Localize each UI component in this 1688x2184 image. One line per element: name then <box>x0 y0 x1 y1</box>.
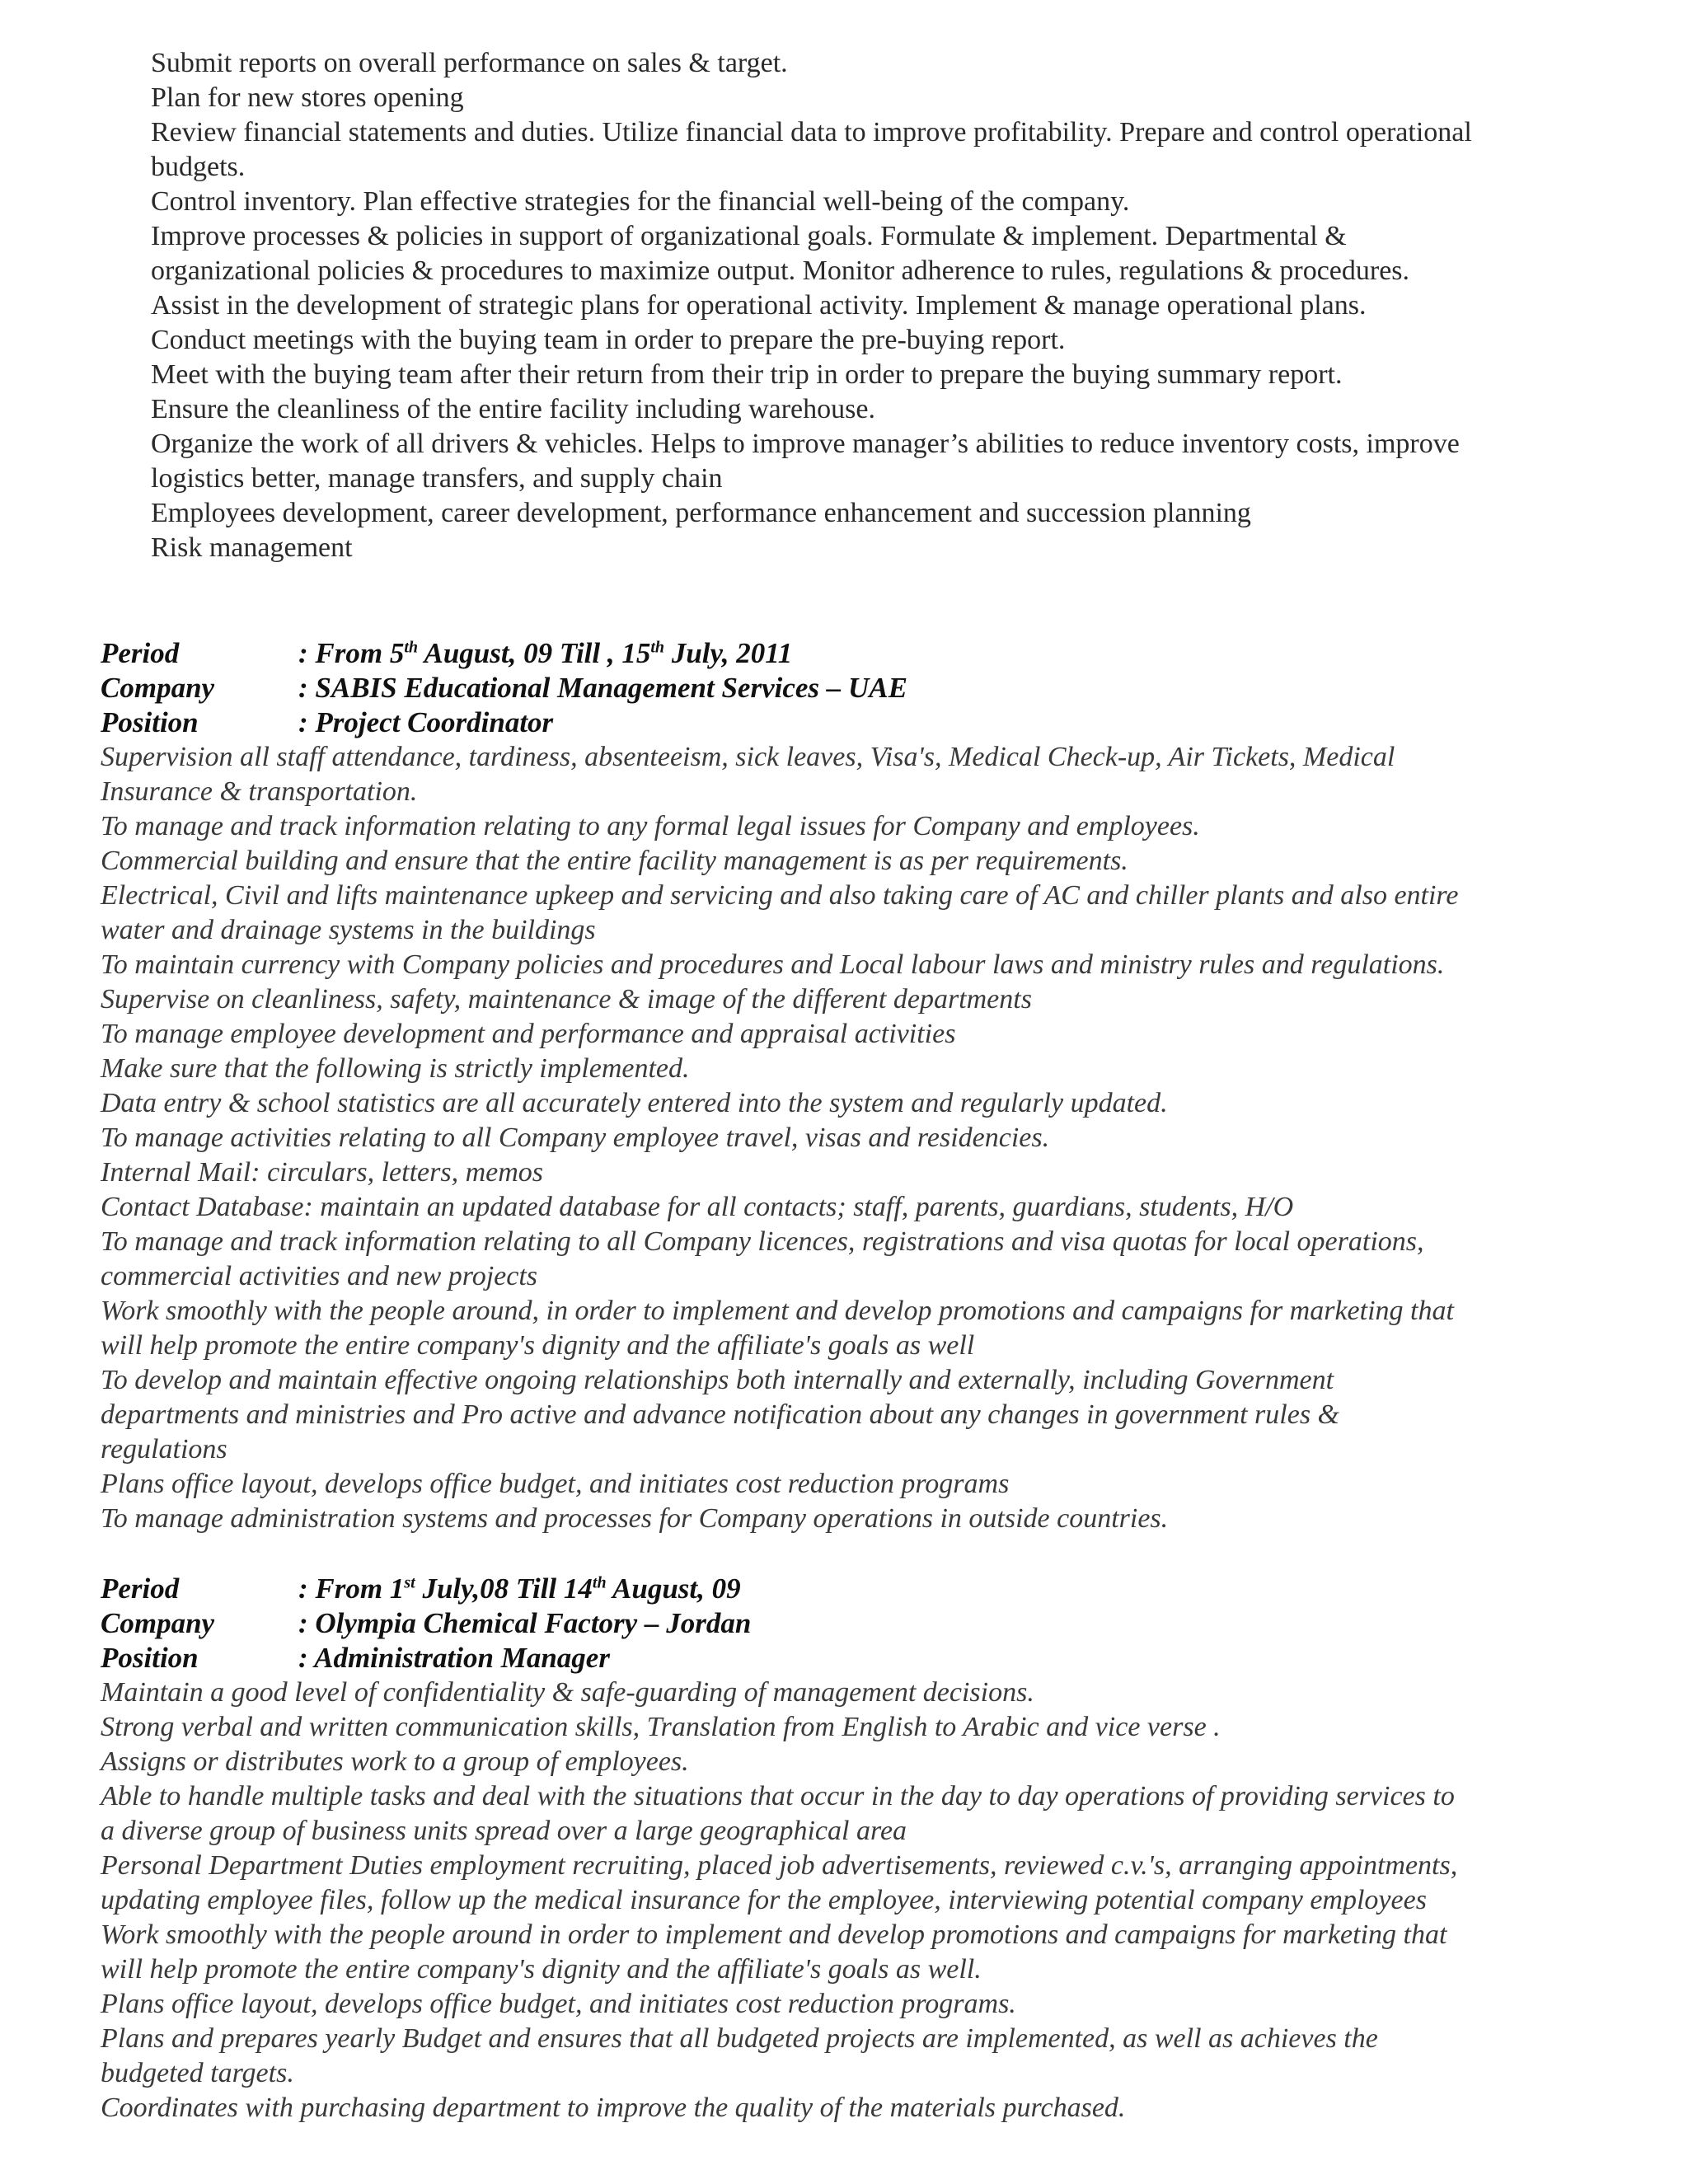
period-row <box>101 1572 1617 1606</box>
job-duty-line: Supervision all staff attendance, tardiness, absenteeism, sick leaves, Visa's, Medical Check-up, Air Tickets, Medical <box>101 742 1395 772</box>
job-duty-line: Maintain a good level of confidentiality & safe-guarding of management decisions. <box>101 1677 1034 1708</box>
job-duty-line: Able to handle multiple tasks and deal with the situations that occur in the day to day operations of providing services to <box>101 1781 1455 1811</box>
duty-line: organizational policies & procedures to maximize output. Monitor adherence to rules, regulations & procedures. <box>151 255 1410 286</box>
company-value: : SABIS Educational Management Services – UAE <box>298 672 907 704</box>
job-duty-line: Personal Department Duties employment recruiting, placed job advertisements, reviewed c.v.'s, arranging appointments, <box>101 1850 1458 1881</box>
job-duty-line: commercial activities and new projects <box>101 1261 538 1291</box>
job-duty-line: To develop and maintain effective ongoing relationships both internally and externally, including Government <box>101 1365 1334 1395</box>
company-label: Company <box>101 1607 215 1639</box>
job-duty-line: Commercial building and ensure that the entire facility management is as per requirements. <box>101 846 1128 876</box>
duty-line: Plan for new stores opening <box>151 82 464 113</box>
job-duty-line: Plans and prepares yearly Budget and ensures that all budgeted projects are implemented, as well as achieves the <box>101 2023 1378 2054</box>
job-duty-line: Electrical, Civil and lifts maintenance upkeep and servicing and also taking care of AC and chiller plants and also entire <box>101 880 1459 911</box>
period-value: : From 1st July,08 Till 14th August, 09 <box>298 1572 741 1605</box>
duty-line: Control inventory. Plan effective strategies for the financial well-being of the company. <box>151 186 1130 217</box>
job-duty-line: a diverse group of business units spread over a large geographical area <box>101 1816 907 1846</box>
job-duty-line: budgeted targets. <box>101 2058 294 2088</box>
job-duty-line: To manage employee development and performance and appraisal activities <box>101 1019 956 1049</box>
job-duty-line: regulations <box>101 1434 227 1465</box>
job-duty-line: Work smoothly with the people around in order to implement and develop promotions and campaigns for marketing that <box>101 1919 1447 1950</box>
duty-line: Meet with the buying team after their return from their trip in order to prepare the buying summary report. <box>151 359 1343 390</box>
period-label: Period <box>101 1572 180 1605</box>
period-label: Period <box>101 637 180 669</box>
job-duty-line: Make sure that the following is strictly implemented. <box>101 1053 690 1084</box>
company-row <box>101 1606 1617 1641</box>
duty-line: Ensure the cleanliness of the entire facility including warehouse. <box>151 394 875 424</box>
duty-line: Risk management <box>151 532 353 563</box>
job-duty-line: Coordinates with purchasing department to improve the quality of the materials purchased. <box>101 2093 1126 2123</box>
job-duty-line: To manage activities relating to all Company employee travel, visas and residencies. <box>101 1122 1050 1153</box>
company-row <box>101 671 1617 705</box>
job-duty-line: will help promote the entire company's dignity and the affiliate's goals as well <box>101 1330 975 1361</box>
job-duty-line: Assigns or distributes work to a group of employees. <box>101 1746 689 1777</box>
job-duty-line: To manage administration systems and processes for Company operations in outside countries. <box>101 1503 1169 1534</box>
job-duty-line: Work smoothly with the people around, in order to implement and develop promotions and campaigns for marketing that <box>101 1296 1454 1326</box>
duty-line: Employees development, career development, performance enhancement and succession planning <box>151 498 1251 528</box>
job-duty-line: Contact Database: maintain an updated database for all contacts; staff, parents, guardians, students, H/O <box>101 1192 1294 1222</box>
duty-line: budgets. <box>151 152 246 182</box>
job-entry-sabis <box>101 636 1617 1536</box>
period-row <box>101 636 1617 671</box>
job-duty-line: To manage and track information relating to any formal legal issues for Company and employees. <box>101 811 1200 841</box>
position-value: : Administration Manager <box>298 1642 610 1674</box>
top-duties-list <box>151 46 1601 565</box>
job-duty-line: will help promote the entire company's dignity and the affiliate's goals as well. <box>101 1954 982 1985</box>
position-row <box>101 1641 1617 1675</box>
position-label: Position <box>101 706 199 738</box>
job-duty-line: Supervise on cleanliness, safety, maintenance & image of the different departments <box>101 984 1032 1015</box>
position-row <box>101 705 1617 740</box>
job-duty-line: To maintain currency with Company policies and procedures and Local labour laws and ministry rules and regulations. <box>101 949 1445 980</box>
period-value: : From 5th August, 09 Till , 15th July, 2011 <box>298 637 793 669</box>
job-duty-line: Insurance & transportation. <box>101 776 418 807</box>
duty-line: Improve processes & policies in support of organizational goals. Formulate & implement. Departmental & <box>151 221 1347 251</box>
job-duty-line: Internal Mail: circulars, letters, memos <box>101 1157 543 1188</box>
duty-line: Review financial statements and duties. Utilize financial data to improve profitability. Prepare and control operational <box>151 117 1472 148</box>
job-duty-line: Plans office layout, develops office budget, and initiates cost reduction programs. <box>101 1989 1016 2019</box>
job-duty-line: To manage and track information relating to all Company licences, registrations and visa quotas for local operations, <box>101 1226 1424 1257</box>
duty-line: logistics better, manage transfers, and supply chain <box>151 463 723 494</box>
duty-line: Conduct meetings with the buying team in order to prepare the pre-buying report. <box>151 325 1066 355</box>
job-entry-olympia <box>101 1572 1617 2125</box>
position-label: Position <box>101 1642 199 1674</box>
job-duty-line: water and drainage systems in the buildings <box>101 915 596 945</box>
duty-line: Submit reports on overall performance on sales & target. <box>151 48 788 78</box>
job-duty-line: Data entry & school statistics are all accurately entered into the system and regularly updated. <box>101 1088 1168 1118</box>
position-value: : Project Coordinator <box>298 706 554 738</box>
job-duty-line: departments and ministries and Pro active and advance notification about any changes in government rules & <box>101 1399 1340 1430</box>
company-label: Company <box>101 672 215 704</box>
job-duty-line: updating employee files, follow up the medical insurance for the employee, interviewing potential company employees <box>101 1885 1427 1915</box>
duty-line: Organize the work of all drivers & vehicles. Helps to improve manager’s abilities to reduce inventory costs, improve <box>151 429 1460 459</box>
job-duty-line: Strong verbal and written communication skills, Translation from English to Arabic and vice verse . <box>101 1712 1221 1742</box>
duty-line: Assist in the development of strategic plans for operational activity. Implement & manage operational plans. <box>151 290 1367 321</box>
job-duty-line: Plans office layout, develops office budget, and initiates cost reduction programs <box>101 1469 1010 1499</box>
company-value: : Olympia Chemical Factory – Jordan <box>298 1607 752 1639</box>
